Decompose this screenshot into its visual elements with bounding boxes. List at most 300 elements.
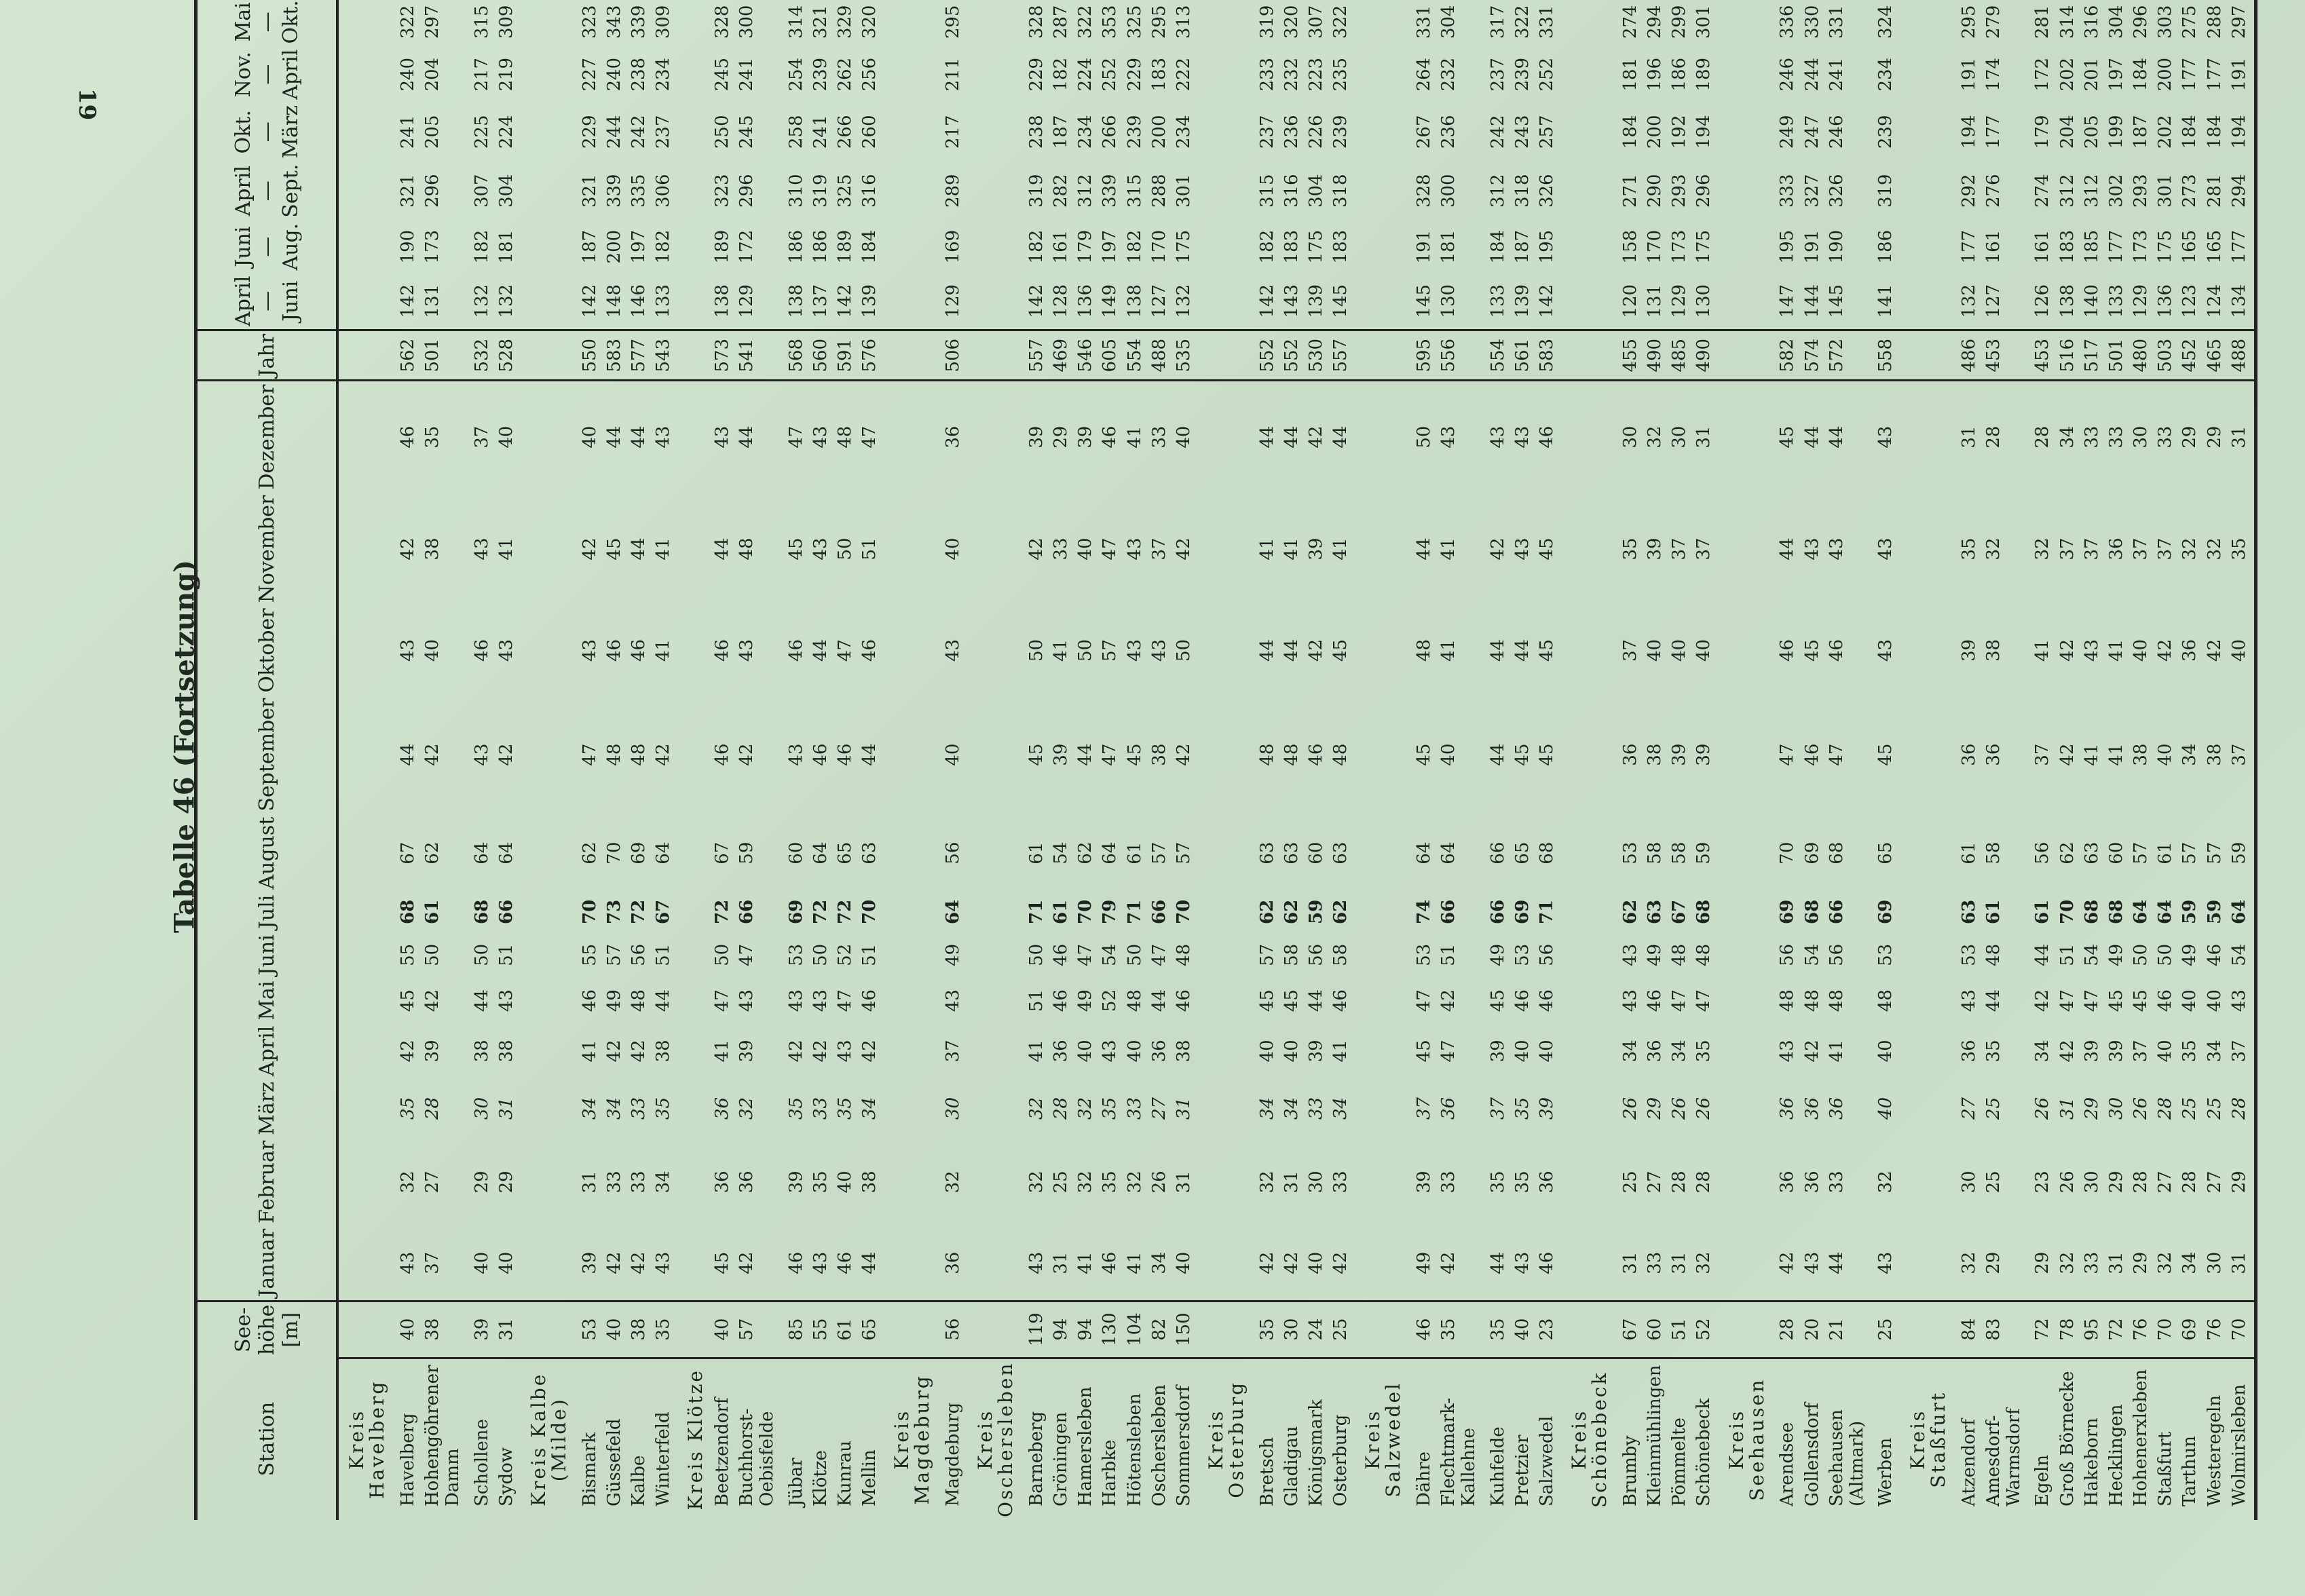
hoehe-cell: 25 xyxy=(1875,1301,1900,1358)
period-cell: 246 xyxy=(1777,57,1798,92)
kreis-spacer xyxy=(1355,932,1414,978)
month-cell: 73 xyxy=(603,899,624,925)
hoehe-cell: 40 xyxy=(604,1301,629,1358)
hoehe-cell: 53 xyxy=(580,1301,604,1358)
month-cell: 45 xyxy=(1414,743,1435,766)
kreis-spacer xyxy=(521,493,580,606)
kreis-spacer xyxy=(884,0,943,47)
month-cell: 44 xyxy=(1075,743,1096,766)
kreis-spacer xyxy=(521,1079,580,1138)
month-cell: 45 xyxy=(1801,639,1822,662)
station-name: Beetzendorf xyxy=(712,1358,736,1520)
month-cell: 42 xyxy=(1026,537,1047,560)
month-cell: 30 xyxy=(1669,425,1690,449)
month-cell: 40 xyxy=(1669,639,1690,662)
month-cell: 68 xyxy=(1537,841,1558,864)
period-cell: 183 xyxy=(2057,229,2078,264)
period-cell: 303 xyxy=(2155,5,2176,39)
month-cell: 47 xyxy=(1693,989,1714,1012)
precipitation-table xyxy=(194,0,2257,1520)
jahr-cell: 591 xyxy=(835,330,859,381)
month-cell: 42 xyxy=(1306,639,1327,662)
period-cell: 312 xyxy=(1487,174,1508,208)
hoehe-cell: 24 xyxy=(1306,1301,1330,1358)
period-cell: 127 xyxy=(1148,284,1169,318)
jahr-cell: 546 xyxy=(1075,330,1100,381)
month-cell: 25 xyxy=(1051,1171,1072,1194)
month-cell: 64 xyxy=(1100,841,1121,864)
period-cell: 241 xyxy=(398,115,419,149)
month-cell: 64 xyxy=(495,841,517,864)
jahr-cell: 556 xyxy=(1438,330,1487,381)
month-cell: 68 xyxy=(2081,899,2102,925)
kreis-spacer xyxy=(884,1023,943,1079)
period-cell: 323 xyxy=(579,5,600,39)
period-cell: 226 xyxy=(1306,115,1327,149)
month-cell: 63 xyxy=(1958,899,1979,925)
header-month-5: Juni xyxy=(196,932,338,978)
month-cell: 43 xyxy=(736,639,757,662)
month-cell: 34 xyxy=(2032,1040,2053,1063)
month-cell: 43 xyxy=(653,1251,674,1274)
month-cell: 31 xyxy=(2228,1251,2249,1274)
page-number: 19 xyxy=(73,88,100,121)
station-name: Schönebeck xyxy=(1693,1358,1718,1520)
jahr-cell: 583 xyxy=(604,330,629,381)
month-cell: 36 xyxy=(942,1251,963,1274)
kreis-spacer xyxy=(337,1079,398,1138)
period-cell: 197 xyxy=(629,229,650,264)
kreis-label: Kreis Magdeburg xyxy=(884,1358,943,1520)
period-cell: 296 xyxy=(422,174,443,208)
month-cell: 51 xyxy=(859,537,880,560)
kreis-spacer xyxy=(884,493,943,606)
month-cell: 42 xyxy=(653,743,674,766)
month-cell: 65 xyxy=(1512,841,1533,864)
month-cell: 43 xyxy=(1801,537,1822,560)
month-cell: 36 xyxy=(1801,1171,1822,1194)
period-cell: 293 xyxy=(1669,174,1690,208)
month-cell: 54 xyxy=(1801,943,1822,966)
month-cell: 32 xyxy=(398,1171,419,1194)
kreis-spacer xyxy=(884,696,943,814)
header-month-10: November xyxy=(196,493,338,606)
period-cell: 249 xyxy=(1777,115,1798,149)
month-cell: 42 xyxy=(2155,639,2176,662)
month-cell: 37 xyxy=(942,1040,963,1063)
kreis-spacer xyxy=(1719,1301,1778,1358)
period-cell: 258 xyxy=(785,115,806,149)
period-cell: 295 xyxy=(1958,5,1979,39)
hoehe-cell: 76 xyxy=(2205,1301,2229,1358)
period-cell: 177 xyxy=(1983,115,2004,149)
month-cell: 29 xyxy=(2228,1171,2249,1194)
kreis-spacer xyxy=(1198,1023,1257,1079)
table-row xyxy=(1125,0,1149,1520)
station-name: Amesdorf-Warmsdorf xyxy=(1983,1358,2032,1520)
period-cell: 315 xyxy=(1124,174,1145,208)
month-cell: 43 xyxy=(1619,989,1641,1012)
month-cell: 44 xyxy=(1306,989,1327,1012)
period-cell: 187 xyxy=(579,229,600,264)
month-cell: 32 xyxy=(1075,1171,1096,1194)
period-cell: 229 xyxy=(1026,57,1047,92)
kreis-spacer xyxy=(1198,978,1257,1023)
header-station: Station xyxy=(196,1358,338,1520)
month-cell: 48 xyxy=(1281,743,1302,766)
month-cell: 41 xyxy=(712,1040,733,1063)
kreis-spacer xyxy=(677,1301,712,1358)
hoehe-cell: 119 xyxy=(1026,1301,1051,1358)
period-cell: 219 xyxy=(495,57,517,92)
kreis-spacer xyxy=(677,330,712,381)
station-name: Wolmirsleben xyxy=(2229,1358,2256,1520)
period-cell: 195 xyxy=(1777,229,1798,264)
period-cell: 132 xyxy=(1173,284,1194,318)
header-period-5: Mai—Okt. xyxy=(196,0,338,47)
table-row xyxy=(1051,0,1075,1520)
month-cell: 70 xyxy=(579,899,600,925)
station-name: Arendsee xyxy=(1777,1358,1801,1520)
hoehe-cell: 46 xyxy=(1414,1301,1438,1358)
period-cell: 142 xyxy=(1537,284,1558,318)
month-cell: 27 xyxy=(1148,1097,1169,1120)
month-cell: 71 xyxy=(1537,899,1558,925)
month-cell: 37 xyxy=(422,1251,443,1274)
month-cell: 37 xyxy=(471,425,492,449)
month-cell: 48 xyxy=(736,537,757,560)
table-row xyxy=(859,0,884,1520)
month-cell: 42 xyxy=(1173,537,1194,560)
period-cell: 196 xyxy=(1645,57,1666,92)
period-cell: 127 xyxy=(1983,284,2004,318)
month-cell: 48 xyxy=(1826,989,1847,1012)
month-cell: 37 xyxy=(2228,743,2249,766)
kreis-spacer xyxy=(967,1301,1026,1358)
period-cell: 328 xyxy=(712,5,733,39)
month-cell: 53 xyxy=(1619,841,1641,864)
kreis-spacer xyxy=(677,1079,712,1138)
hoehe-cell: 72 xyxy=(2106,1301,2131,1358)
period-cell: 149 xyxy=(1100,284,1121,318)
month-cell: 64 xyxy=(2131,899,2152,925)
period-cell: 321 xyxy=(398,174,419,208)
month-cell: 41 xyxy=(579,1040,600,1063)
period-cell: 296 xyxy=(736,174,757,208)
period-cell: 333 xyxy=(1777,174,1798,208)
jahr-cell: 568 xyxy=(786,330,810,381)
month-cell: 44 xyxy=(653,989,674,1012)
period-cell: 158 xyxy=(1619,229,1641,264)
jahr-cell: 528 xyxy=(496,330,521,381)
month-cell: 49 xyxy=(1645,943,1666,966)
month-cell: 27 xyxy=(2155,1171,2176,1194)
jahr-cell: 452 xyxy=(2179,330,2204,381)
month-cell: 37 xyxy=(2081,537,2102,560)
kreis-spacer xyxy=(1900,162,1959,221)
period-cell: 183 xyxy=(1330,229,1351,264)
month-cell: 40 xyxy=(1537,1040,1558,1063)
period-cell: 239 xyxy=(810,57,831,92)
period-cell: 275 xyxy=(2179,5,2200,39)
month-cell: 45 xyxy=(1537,537,1558,560)
station-name: Havelberg xyxy=(398,1358,422,1520)
month-cell: 45 xyxy=(603,537,624,560)
period-cell: 182 xyxy=(1026,229,1047,264)
month-cell: 40 xyxy=(1693,639,1714,662)
month-cell: 43 xyxy=(810,537,831,560)
month-cell: 42 xyxy=(810,1040,831,1063)
month-cell: 40 xyxy=(2179,989,2200,1012)
table-row xyxy=(1414,0,1438,1520)
month-cell: 29 xyxy=(471,1171,492,1194)
month-cell: 39 xyxy=(1537,1097,1558,1120)
month-cell: 62 xyxy=(1256,899,1277,925)
kreis-spacer xyxy=(1900,330,1959,381)
month-cell: 35 xyxy=(398,1097,419,1120)
month-cell: 37 xyxy=(1148,537,1169,560)
period-cell: 312 xyxy=(2057,174,2078,208)
month-cell: 36 xyxy=(712,1097,733,1120)
kreis-spacer xyxy=(967,47,1026,102)
kreis-spacer xyxy=(1900,493,1959,606)
month-cell: 46 xyxy=(471,639,492,662)
month-cell: 45 xyxy=(1026,743,1047,766)
period-cell: 241 xyxy=(810,115,831,149)
month-cell: 39 xyxy=(736,1040,757,1063)
header-period-1: Juni—Aug. xyxy=(196,221,338,273)
period-cell: 138 xyxy=(2057,284,2078,318)
month-cell: 68 xyxy=(2105,899,2126,925)
period-cell: 256 xyxy=(859,57,880,92)
month-cell: 43 xyxy=(471,537,492,560)
period-cell: 173 xyxy=(1669,229,1690,264)
month-cell: 66 xyxy=(736,899,757,925)
hoehe-cell: 38 xyxy=(422,1301,471,1358)
month-cell: 36 xyxy=(1958,743,1979,766)
month-cell: 44 xyxy=(1487,743,1508,766)
period-cell: 229 xyxy=(1124,57,1145,92)
month-cell: 33 xyxy=(1124,1097,1145,1120)
jahr-cell: 582 xyxy=(1777,330,1801,381)
period-cell: 197 xyxy=(1100,229,1121,264)
kreis-row xyxy=(1198,0,1257,1520)
month-cell: 41 xyxy=(1124,1251,1145,1274)
table-header-row xyxy=(196,0,338,1520)
month-cell: 64 xyxy=(653,841,674,864)
table-row xyxy=(1537,0,1561,1520)
month-cell: 40 xyxy=(1645,639,1666,662)
station-name: Magdeburg xyxy=(943,1358,967,1520)
period-cell: 223 xyxy=(1306,57,1327,92)
period-cell: 139 xyxy=(1512,284,1533,318)
period-cell: 330 xyxy=(1801,5,1822,39)
kreis-spacer xyxy=(521,102,580,162)
month-cell: 43 xyxy=(1512,1251,1533,1274)
table-row xyxy=(1438,0,1487,1520)
period-cell: 314 xyxy=(2057,5,2078,39)
month-cell: 33 xyxy=(1438,1171,1459,1194)
station-name: Hamersleben xyxy=(1075,1358,1100,1520)
period-cell: 234 xyxy=(653,57,674,92)
period-cell: 128 xyxy=(1051,284,1072,318)
station-name: Hohengöhrener Damm xyxy=(422,1358,471,1520)
kreis-spacer xyxy=(677,102,712,162)
kreis-spacer xyxy=(337,892,398,932)
month-cell: 48 xyxy=(1693,943,1714,966)
kreis-spacer xyxy=(884,381,943,493)
month-cell: 46 xyxy=(785,1251,806,1274)
kreis-spacer xyxy=(1561,892,1620,932)
period-cell: 134 xyxy=(2228,284,2249,318)
period-cell: 202 xyxy=(2155,115,2176,149)
month-cell: 34 xyxy=(1148,1251,1169,1274)
jahr-cell: 543 xyxy=(653,330,677,381)
table-row xyxy=(1826,0,1875,1520)
month-cell: 45 xyxy=(1414,1040,1435,1063)
month-cell: 33 xyxy=(2081,1251,2102,1274)
month-cell: 46 xyxy=(1051,943,1072,966)
period-cell: 204 xyxy=(2057,115,2078,149)
month-cell: 51 xyxy=(653,943,674,966)
month-cell: 49 xyxy=(2105,943,2126,966)
month-cell: 41 xyxy=(1438,639,1459,662)
period-cell: 309 xyxy=(495,5,517,39)
period-cell: 309 xyxy=(653,5,674,39)
month-cell: 30 xyxy=(1958,1171,1979,1194)
period-cell: 217 xyxy=(471,57,492,92)
month-cell: 50 xyxy=(1124,943,1145,966)
kreis-spacer xyxy=(337,47,398,102)
period-cell: 236 xyxy=(1438,115,1459,149)
month-cell: 41 xyxy=(1438,537,1459,560)
month-cell: 64 xyxy=(2155,899,2176,925)
period-cell: 318 xyxy=(1512,174,1533,208)
month-cell: 36 xyxy=(1148,1040,1169,1063)
month-cell: 67 xyxy=(712,841,733,864)
jahr-cell: 573 xyxy=(712,330,736,381)
kreis-spacer xyxy=(521,892,580,932)
kreis-spacer xyxy=(967,1226,1026,1301)
month-cell: 47 xyxy=(579,743,600,766)
station-name: Seehausen (Altmark) xyxy=(1826,1358,1875,1520)
period-cell: 222 xyxy=(1173,57,1194,92)
period-cell: 232 xyxy=(1281,57,1302,92)
month-cell: 46 xyxy=(834,1251,855,1274)
month-cell: 35 xyxy=(653,1097,674,1120)
month-cell: 38 xyxy=(422,537,443,560)
period-cell: 145 xyxy=(1414,284,1435,318)
kreis-spacer xyxy=(1900,892,1959,932)
kreis-spacer xyxy=(1355,162,1414,221)
month-cell: 31 xyxy=(2057,1097,2078,1120)
period-cell: 239 xyxy=(1875,115,1896,149)
period-cell: 239 xyxy=(1124,115,1145,149)
month-cell: 62 xyxy=(422,841,443,864)
table-row xyxy=(1983,0,2032,1520)
period-cell: 182 xyxy=(1256,229,1277,264)
table-row xyxy=(1645,0,1669,1520)
jahr-cell: 530 xyxy=(1306,330,1330,381)
jahr-cell: 595 xyxy=(1414,330,1438,381)
period-cell: 310 xyxy=(785,174,806,208)
month-cell: 49 xyxy=(2179,943,2200,966)
kreis-spacer xyxy=(967,892,1026,932)
month-cell: 53 xyxy=(785,943,806,966)
period-cell: 292 xyxy=(1958,174,1979,208)
month-cell: 32 xyxy=(2057,1251,2078,1274)
period-cell: 201 xyxy=(2081,57,2102,92)
month-cell: 43 xyxy=(1875,425,1896,449)
kreis-spacer xyxy=(337,1023,398,1079)
month-cell: 45 xyxy=(712,1251,733,1274)
month-cell: 40 xyxy=(495,1251,517,1274)
kreis-spacer xyxy=(1355,381,1414,493)
station-name: Mellin xyxy=(859,1358,884,1520)
kreis-spacer xyxy=(1900,47,1959,102)
jahr-cell: 541 xyxy=(736,330,785,381)
kreis-spacer xyxy=(521,696,580,814)
month-cell: 35 xyxy=(785,1097,806,1120)
period-cell: 199 xyxy=(2105,115,2126,149)
hoehe-cell: 25 xyxy=(1330,1301,1355,1358)
month-cell: 47 xyxy=(736,943,757,966)
month-cell: 69 xyxy=(785,899,806,925)
table-row xyxy=(736,0,785,1520)
period-cell: 281 xyxy=(2204,174,2225,208)
kreis-spacer xyxy=(521,0,580,47)
month-cell: 70 xyxy=(859,899,880,925)
kreis-spacer xyxy=(677,1226,712,1301)
month-cell: 26 xyxy=(2131,1097,2152,1120)
period-cell: 266 xyxy=(1100,115,1121,149)
month-cell: 40 xyxy=(2204,989,2225,1012)
month-cell: 46 xyxy=(2204,943,2225,966)
period-cell: 242 xyxy=(629,115,650,149)
month-cell: 47 xyxy=(2081,989,2102,1012)
table-row xyxy=(1959,0,1983,1520)
month-cell: 41 xyxy=(1256,537,1277,560)
table-row xyxy=(1875,0,1900,1520)
period-cell: 336 xyxy=(1777,5,1798,39)
month-cell: 46 xyxy=(1537,1251,1558,1274)
period-cell: 290 xyxy=(1645,174,1666,208)
month-cell: 38 xyxy=(2204,743,2225,766)
month-cell: 33 xyxy=(1330,1171,1351,1194)
hoehe-cell: 51 xyxy=(1669,1301,1693,1358)
period-cell: 179 xyxy=(1075,229,1096,264)
month-cell: 37 xyxy=(1414,1097,1435,1120)
table-row xyxy=(835,0,859,1520)
month-cell: 44 xyxy=(1281,425,1302,449)
month-cell: 46 xyxy=(2155,989,2176,1012)
period-cell: 245 xyxy=(736,115,757,149)
period-cell: 302 xyxy=(2105,174,2126,208)
month-cell: 35 xyxy=(2179,1040,2200,1063)
month-cell: 79 xyxy=(1100,899,1121,925)
month-cell: 64 xyxy=(1438,841,1459,864)
month-cell: 47 xyxy=(1669,989,1690,1012)
period-cell: 200 xyxy=(603,229,624,264)
jahr-cell: 506 xyxy=(943,330,967,381)
hoehe-cell: 70 xyxy=(2229,1301,2256,1358)
month-cell: 40 xyxy=(1875,1097,1896,1120)
kreis-spacer xyxy=(884,1226,943,1301)
period-cell: 204 xyxy=(422,57,443,92)
kreis-spacer xyxy=(677,162,712,221)
period-cell: 133 xyxy=(653,284,674,318)
month-cell: 49 xyxy=(942,943,963,966)
